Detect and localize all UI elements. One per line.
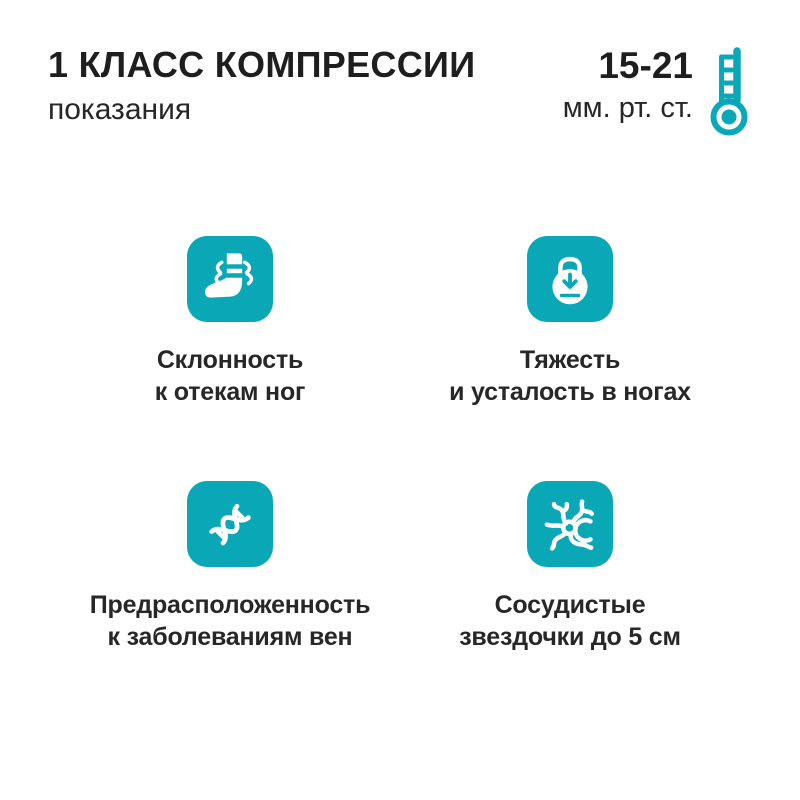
page-title: 1 КЛАСС КОМПРЕССИИ — [48, 44, 476, 85]
indication-item-spider-veins — [400, 481, 740, 726]
indication-label-line1: Склонность — [156, 346, 304, 374]
indication-item-swelling — [60, 236, 400, 481]
indication-label-line1: Сосудистые — [494, 591, 646, 619]
pressure-unit: мм. рт. ст. — [562, 92, 693, 124]
indication-label-line2: звездочки до 5 см — [459, 623, 681, 651]
header-left — [48, 44, 475, 128]
indication-label — [155, 344, 306, 408]
indication-label-line2: к заболеваниям вен — [107, 623, 353, 651]
indication-label — [90, 589, 371, 653]
indication-label-line2: и усталость в ногах — [449, 378, 691, 406]
indication-item-heaviness — [400, 236, 740, 481]
pressure-text — [563, 44, 693, 125]
indication-label — [459, 589, 681, 653]
spider-veins-icon — [527, 481, 613, 567]
pressure-block — [563, 44, 752, 138]
indication-label-line2: к отекам ног — [154, 378, 306, 406]
indication-label — [449, 344, 691, 408]
ankle-swelling-icon — [187, 236, 273, 322]
dna-icon — [187, 481, 273, 567]
pressure-value: 15-21 — [598, 45, 693, 86]
kettlebell-weight-icon — [527, 236, 613, 322]
thermometer-icon — [706, 44, 752, 138]
indication-label-line1: Предрасположенность — [89, 591, 371, 619]
indication-item-predisposition — [60, 481, 400, 726]
page-subtitle: показания — [48, 93, 192, 126]
indications-grid — [60, 236, 740, 726]
header — [48, 44, 752, 138]
indication-label-line1: Тяжесть — [519, 346, 621, 374]
